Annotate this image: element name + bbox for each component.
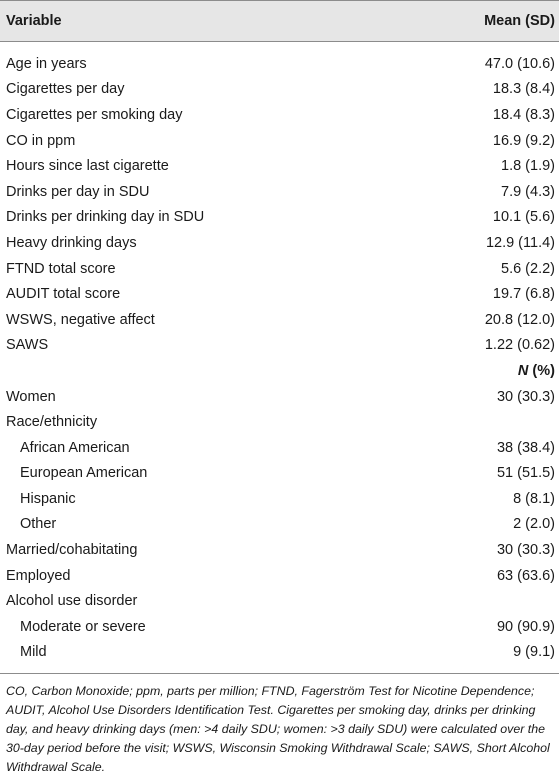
row-value: 38 (38.4) [496, 439, 555, 456]
row-label: African American [20, 439, 130, 456]
table-row [0, 537, 559, 563]
row-label: Employed [6, 567, 71, 584]
table-row [0, 563, 559, 589]
row-label: CO in ppm [6, 132, 76, 149]
table-row [0, 307, 559, 333]
table-row [0, 333, 559, 359]
table-row [0, 77, 559, 103]
row-label: Married/cohabitating [6, 542, 138, 559]
table-row [0, 51, 559, 77]
n-label: N [517, 362, 529, 379]
row-value: 47.0 (10.6) [484, 55, 555, 72]
row-label: Cigarettes per smoking day [6, 106, 183, 123]
table-header [0, 0, 559, 42]
row-value: 90 (90.9) [496, 618, 555, 635]
row-value: 20.8 (12.0) [484, 311, 555, 328]
n-percent-label [518, 363, 555, 379]
row-label: Other [20, 516, 57, 533]
table-row [0, 614, 559, 640]
row-value: 1.22 (0.62) [484, 337, 555, 354]
row-label: Drinks per drinking day in SDU [6, 209, 205, 226]
row-label: Mild [20, 644, 47, 661]
table-row [0, 486, 559, 512]
table-body [0, 42, 559, 665]
percent-label: (%) [528, 362, 555, 379]
row-label: WSWS, negative affect [6, 311, 155, 328]
row-value: 12.9 (11.4) [485, 234, 555, 251]
row-value: 18.3 (8.4) [492, 81, 555, 98]
table-footnote: CO, Carbon Monoxide; ppm, parts per million; FTND, Fagerström Test for Nicotine Dependence; AUDIT, Alcohol Use Disorders Identification Test. Cigarettes per smoking day, drinks per drinking day, and heavy drinking days (men: >4 daily SDU; women: >3 daily SDU) were calculated over the 30-day period before the visit; WSWS, Wisconsin Smoking Withdrawal Scale; SAWS, Short Alcohol Withdrawal Scale. [6, 684, 550, 775]
table-row [0, 102, 559, 128]
table-row [0, 409, 559, 435]
table-row [0, 230, 559, 256]
row-value: 10.1 (5.6) [492, 209, 555, 226]
row-label: Alcohol use disorder [6, 593, 138, 610]
row-label: AUDIT total score [6, 286, 121, 303]
row-label: Moderate or severe [20, 618, 146, 635]
row-label: Heavy drinking days [6, 234, 137, 251]
row-label: Age in years [6, 55, 87, 72]
row-value: 5.6 (2.2) [501, 260, 555, 277]
row-label: European American [20, 465, 148, 482]
row-label: SAWS [6, 337, 49, 354]
row-value: 1.8 (1.9) [501, 158, 555, 175]
n-percent-subheader [0, 358, 559, 384]
row-value: 18.4 (8.3) [492, 106, 555, 123]
row-label: Race/ethnicity [6, 414, 98, 431]
row-value: 16.9 (9.2) [492, 132, 555, 149]
table-row [0, 256, 559, 282]
table-row [0, 153, 559, 179]
table-row [0, 384, 559, 410]
table-row [0, 588, 559, 614]
row-value: 8 (8.1) [513, 490, 555, 507]
row-label: Drinks per day in SDU [6, 183, 150, 200]
row-value: 30 (30.3) [496, 542, 555, 559]
row-label: Hours since last cigarette [6, 158, 169, 175]
row-value: 9 (9.1) [513, 644, 555, 661]
table-row [0, 205, 559, 231]
row-label: Women [6, 388, 56, 405]
table-row [0, 128, 559, 154]
table-row [0, 461, 559, 487]
table-row [0, 281, 559, 307]
table-row [0, 640, 559, 666]
row-label: Cigarettes per day [6, 81, 125, 98]
row-label: Hispanic [20, 490, 76, 507]
table-row [0, 512, 559, 538]
row-value: 51 (51.5) [496, 465, 555, 482]
row-value: 7.9 (4.3) [501, 183, 555, 200]
table-row [0, 435, 559, 461]
row-label: FTND total score [6, 260, 116, 277]
table-row [0, 179, 559, 205]
header-mean-sd: Mean (SD) [484, 13, 555, 29]
row-value: 2 (2.0) [513, 516, 555, 533]
row-value: 19.7 (6.8) [492, 286, 555, 303]
row-value: 30 (30.3) [496, 388, 555, 405]
row-value: 63 (63.6) [496, 567, 555, 584]
header-variable: Variable [6, 13, 62, 29]
